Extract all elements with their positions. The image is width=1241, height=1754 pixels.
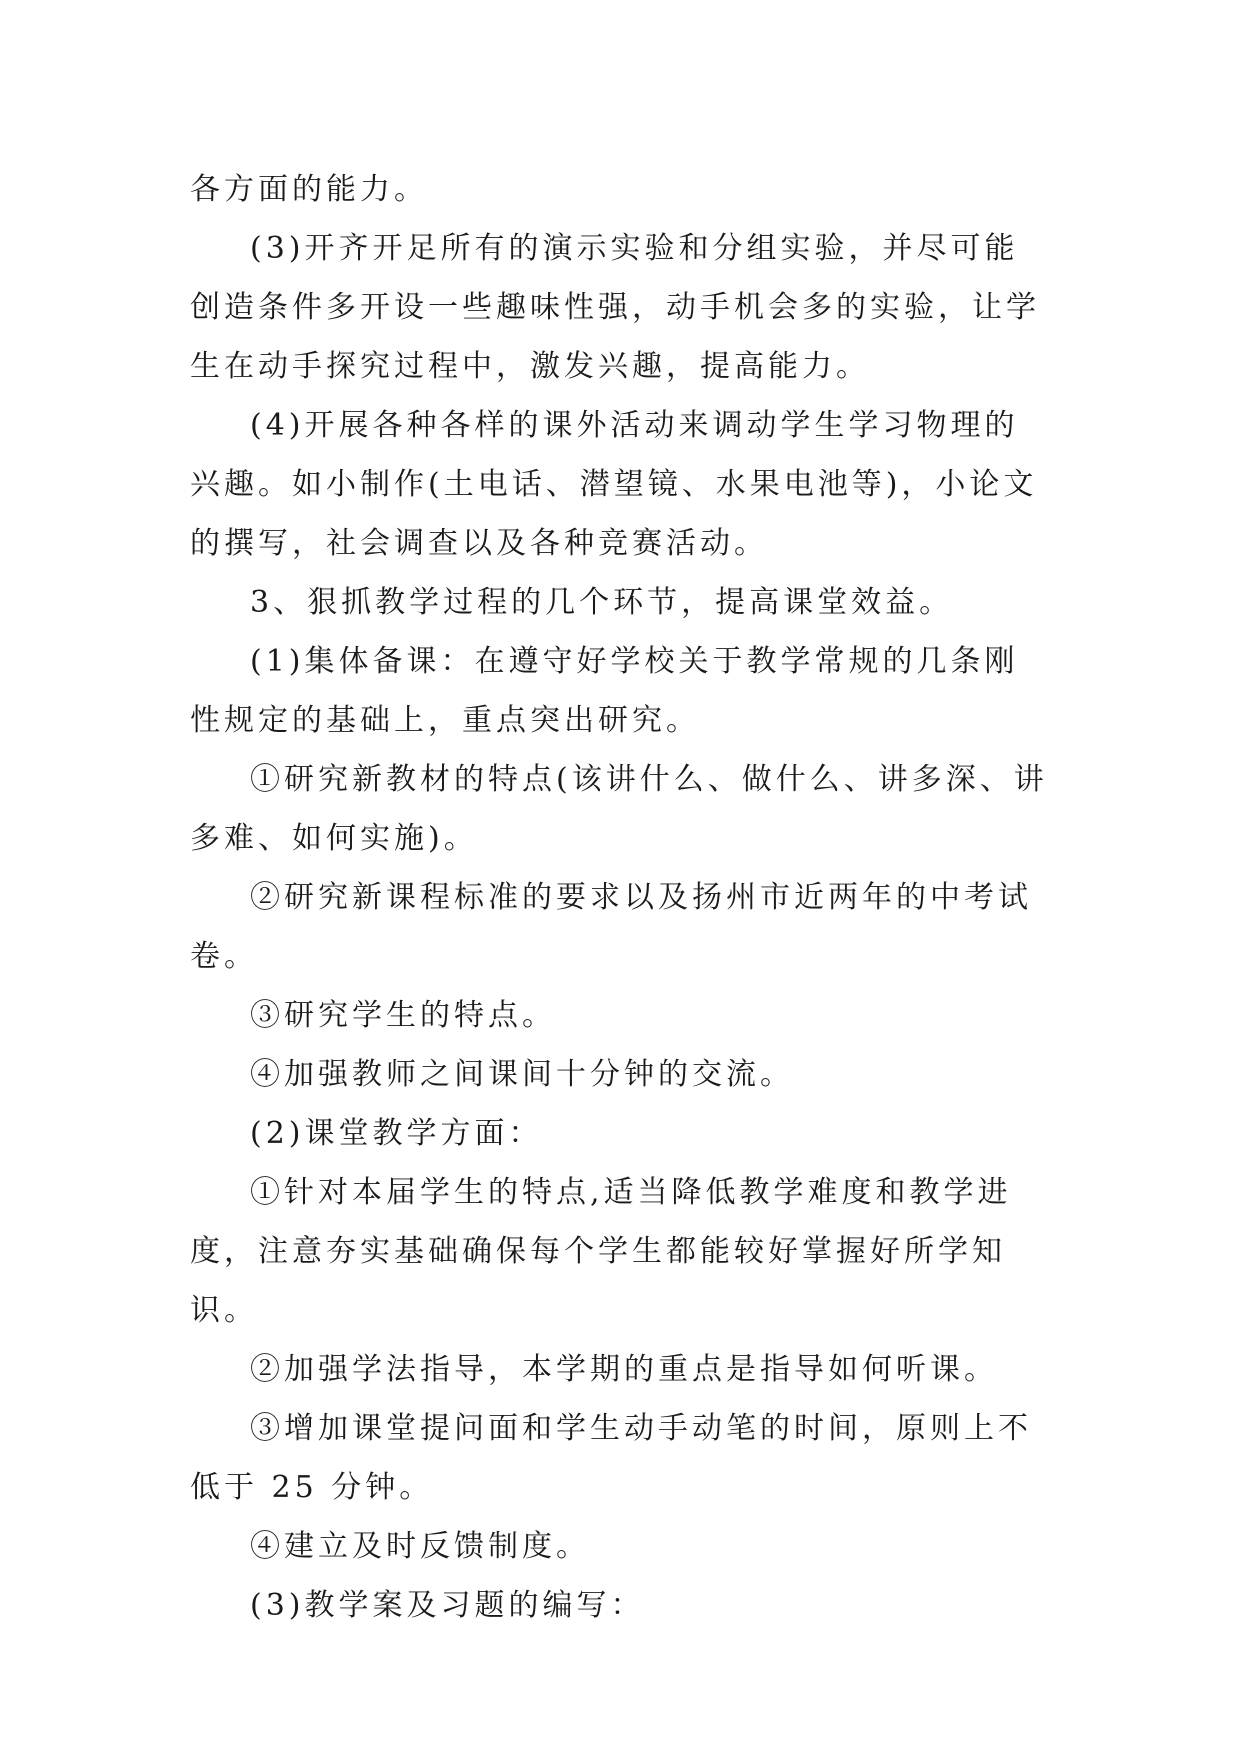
paragraph-research-students: ③研究学生的特点。 [250,998,556,1033]
paragraph-continuation: 各方面的能力。 [190,172,428,207]
paragraph-item-4: (4)开展各种各样的课外活动来调动学生学习物理的兴趣。如小制作(土电话、潜望镜、水果电池等)，小论文的撰写，社会调查以及各种竞赛活动。 [190,408,1038,561]
paragraph-collective-lesson-prep: (1)集体备课：在遵守好学校关于教学常规的几条刚性规定的基础上，重点突出研究。 [190,644,1019,738]
paragraph-research-textbook: ①研究新教材的特点(该讲什么、做什么、讲多深、讲多难、如何实施)。 [190,762,1048,856]
paragraph-lower-difficulty: ①针对本届学生的特点,适当降低教学难度和教学进度，注意夯实基础确保每个学生都能较好掌握好所学知识。 [190,1175,1012,1328]
paragraph-feedback-system: ④建立及时反馈制度。 [250,1529,590,1564]
document-page [190,160,1050,1635]
section-heading-3: 3、狠抓教学过程的几个环节，提高课堂效益。 [250,585,954,620]
paragraph-study-method: ②加强学法指导，本学期的重点是指导如何听课。 [250,1352,998,1387]
paragraph-increase-questions: ③增加课堂提问面和学生动手动笔的时间，原则上不低于 25 分钟。 [190,1411,1032,1505]
paragraph-teacher-exchange: ④加强教师之间课间十分钟的交流。 [250,1057,794,1092]
paragraph-classroom-teaching: (2)课堂教学方面： [250,1116,543,1151]
paragraph-item-3: (3)开齐开足所有的演示实验和分组实验，并尽可能创造条件多开设一些趣味性强，动手机会多的实验，让学生在动手探究过程中，激发兴趣，提高能力。 [190,231,1040,384]
paragraph-research-standards: ②研究新课程标准的要求以及扬州市近两年的中考试卷。 [190,880,1032,974]
paragraph-lesson-plans: (3)教学案及习题的编写： [250,1588,645,1623]
